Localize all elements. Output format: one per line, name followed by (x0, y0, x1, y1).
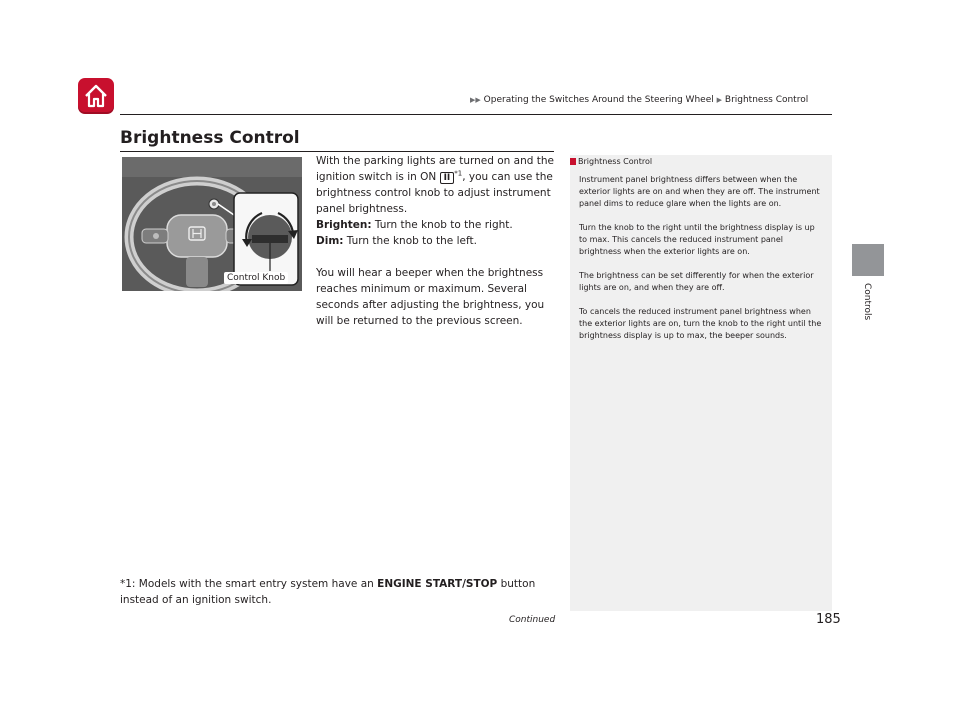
note-marker-icon (570, 158, 576, 165)
dim-instruction (316, 233, 556, 249)
footnote-button-name: ENGINE START/STOP (377, 578, 498, 590)
side-note-paragraph: The brightness can be set differently for when the exterior lights are on, and when they are off. (579, 271, 814, 292)
breadcrumb-separator-icon: ▶ (716, 96, 723, 104)
footnote (120, 576, 550, 608)
intro-text-end: , you can use the brightness control knob to adjust instrument panel brightness. (316, 171, 553, 215)
side-note-body (579, 174, 823, 354)
page-number: 185 (816, 612, 841, 627)
control-knob-callout: Control Knob (224, 272, 288, 284)
continued-label: Continued (509, 615, 556, 625)
header-divider (120, 114, 832, 115)
steering-wheel-drawing (122, 157, 302, 291)
ignition-mode-symbol: II (440, 172, 455, 184)
home-icon (78, 78, 114, 114)
beeper-paragraph: You will hear a beeper when the brightness reaches minimum or maximum. Several seconds after adjusting the brightness, you will be returned to the previous screen. (316, 267, 545, 327)
breadcrumb-item-current: Brightness Control (724, 95, 809, 105)
paragraph-spacer (316, 249, 556, 265)
footnote-suffix: button instead of an ignition switch. (120, 578, 536, 606)
side-note-title: Brightness Control (578, 157, 653, 166)
title-divider (120, 151, 554, 152)
footnote-reference[interactable]: *1 (454, 169, 463, 178)
dim-label: Dim: (316, 235, 344, 247)
footnote-text (120, 576, 550, 608)
main-body (316, 153, 556, 329)
breadcrumb (470, 95, 808, 105)
chapter-tab-label: Controls (862, 283, 872, 321)
intro-text-start: With the parking lights are turned on and the ignition switch is in ON (316, 155, 554, 183)
side-note-paragraph: To cancels the reduced instrument panel brightness when the exterior lights are on, turn the knob to the right until the brightness display is up to max, the beeper sounds. (579, 307, 822, 340)
home-button[interactable] (78, 78, 114, 114)
brighten-label: Brighten: (316, 219, 372, 231)
side-note-paragraph: Turn the knob to the right until the brightness display is up to max. This cancels the reduced instrument panel brightness when the exterior lights are on. (579, 223, 815, 256)
footnote-prefix: *1: Models with the smart entry system have an (120, 578, 378, 590)
steering-wheel-illustration (122, 157, 302, 291)
intro-paragraph (316, 153, 556, 217)
brighten-instruction (316, 217, 556, 233)
chapter-tab[interactable] (852, 244, 884, 276)
breadcrumb-arrow-icon: ▶▶ (470, 96, 481, 104)
breadcrumb-item-parent[interactable]: Operating the Switches Around the Steering Wheel (483, 95, 714, 105)
brighten-text: Turn the knob to the right. (371, 219, 513, 231)
side-note-header (570, 157, 652, 166)
page-title: Brightness Control (120, 128, 300, 148)
dim-text: Turn the knob to the left. (343, 235, 477, 247)
side-note-paragraph: Instrument panel brightness differs between when the exterior lights are on and when they are off. The instrument panel dims to reduce glare when the lights are on. (579, 175, 820, 208)
